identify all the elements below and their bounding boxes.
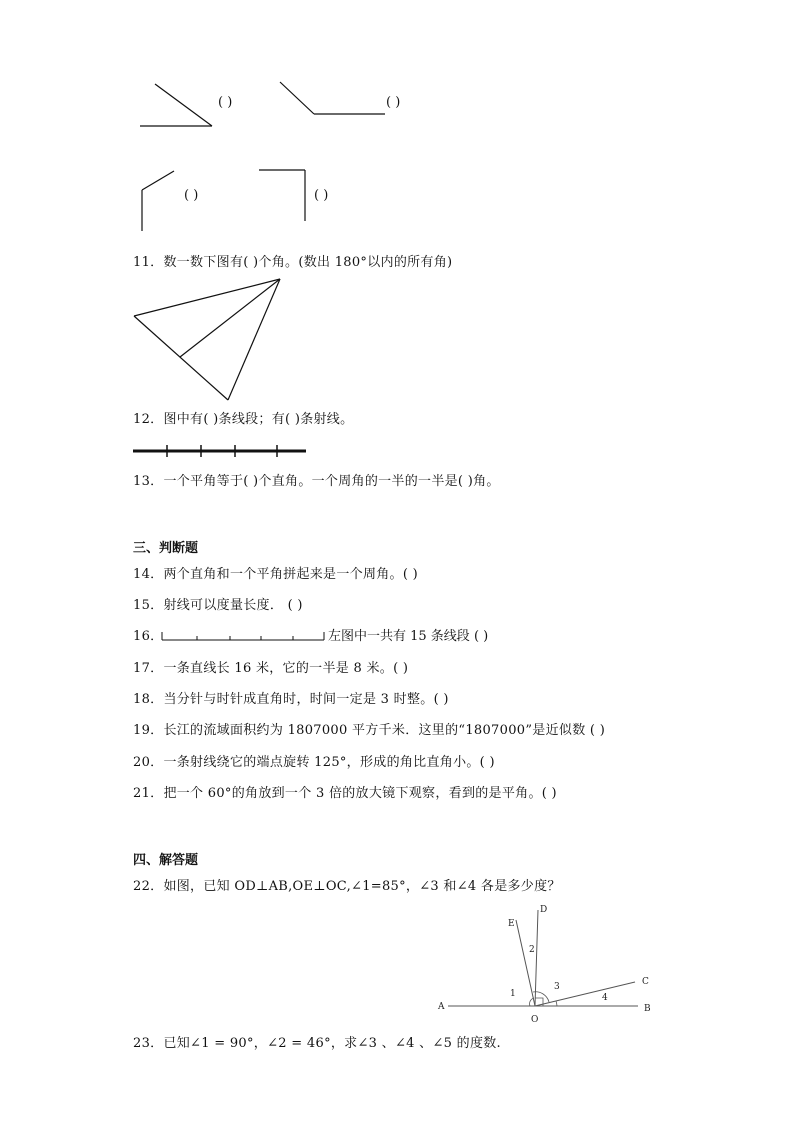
section-heading-answer: 四、解答题 <box>133 853 199 868</box>
question-15: 15．射线可以度量长度． ( ) <box>133 598 303 613</box>
angle-c-answer-blank[interactable]: ( ) <box>184 188 199 203</box>
question-13: 13．一个平角等于( )个直角。一个周角的一半的一半是( )角。 <box>133 474 500 489</box>
label-angle-1: 1 <box>510 989 516 999</box>
line-segment-figure <box>133 444 308 458</box>
label-O: O <box>531 1015 539 1025</box>
section-heading-judge: 三、判断题 <box>133 541 199 556</box>
perpendicular-angle-figure <box>430 898 662 1028</box>
question-17: 17．一条直线长 16 米，它的一半是 8 米。( ) <box>133 661 409 676</box>
question-21: 21．把一个 60°的角放到一个 3 倍的放大镜下观察，看到的是平角。( ) <box>133 786 557 801</box>
angle-figure-b <box>275 78 390 118</box>
question-11: 11．数一数下图有( )个角。(数出 180°以内的所有角) <box>133 255 453 270</box>
question-14: 14．两个直角和一个平角拼起来是一个周角。( ) <box>133 567 419 582</box>
angle-a-answer-blank[interactable]: ( ) <box>218 95 233 110</box>
question-19: 19．长江的流域面积约为 1807000 平方千米．这里的“1807000”是近似数 ( ) <box>133 723 606 738</box>
label-E: E <box>508 919 515 929</box>
label-angle-2: 2 <box>529 945 535 955</box>
triangle-angle-figure <box>130 276 285 404</box>
angle-figure-c <box>135 168 185 234</box>
question-20: 20．一条射线绕它的端点旋转 125°，形成的角比直角小。( ) <box>133 755 495 770</box>
question-16-number: 16． <box>133 629 164 644</box>
question-18: 18．当分针与时针成直角时，时间一定是 3 时整。( ) <box>133 692 449 707</box>
ruler-segment-figure <box>160 630 328 642</box>
label-C: C <box>642 977 649 987</box>
question-16-text: 左图中一共有 15 条线段 ( ) <box>328 629 489 644</box>
angle-b-answer-blank[interactable]: ( ) <box>386 95 401 110</box>
question-22: 22．如图，已知 OD⊥AB,OE⊥OC,∠1=85°，∠3 和∠4 各是多少度？ <box>133 879 561 894</box>
angle-d-answer-blank[interactable]: ( ) <box>314 188 329 203</box>
angle-figure-d <box>256 166 311 224</box>
label-A: A <box>438 1002 445 1012</box>
label-angle-3: 3 <box>554 982 560 992</box>
label-B: B <box>644 1004 651 1014</box>
question-23: 23．已知∠1 = 90°，∠2 = 46°，求∠3 、∠4 、∠5 的度数. <box>133 1036 501 1051</box>
angle-figure-a <box>135 78 220 130</box>
label-D: D <box>540 905 548 915</box>
question-12: 12．图中有( )条线段；有( )条射线。 <box>133 412 354 427</box>
label-angle-4: 4 <box>602 993 608 1003</box>
